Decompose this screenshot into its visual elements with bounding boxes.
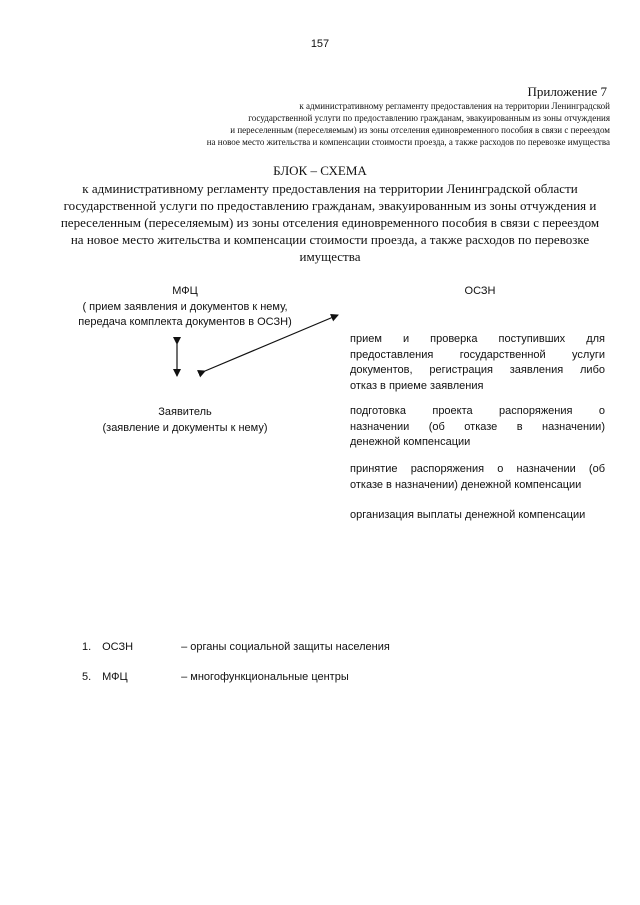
mfc-description-line: ( прием заявления и документов к нему,	[82, 300, 288, 313]
block-subtitle-line: имущества	[299, 249, 361, 264]
appendix-line: на новое место жительства и компенсации стоимости проезда, а также расходов по перевозке имущества	[206, 137, 610, 147]
block-subtitle-line: на новое место жительства и компенсации стоимости проезда, а также расходов по перевозке	[70, 232, 590, 247]
block-subtitle-line: к административному регламенту предоставления на территории Ленинградской области	[82, 181, 578, 196]
mfc-title: МФЦ	[172, 285, 198, 297]
oszn-step-line: назначении (об отказе в назначении)	[350, 420, 605, 433]
oszn-step-line: прием и проверка поступивших для	[350, 333, 605, 345]
oszn-step-line: организация выплаты денежной компенсации	[350, 509, 586, 521]
oszn-step-line: отказ в приеме заявления	[350, 379, 484, 392]
appendix-line: к административному регламенту предоставления на территории Ленинградской	[299, 101, 610, 111]
legend-abbreviation: ОСЗН	[102, 641, 134, 653]
oszn-step-line: отказе в назначении) денежной компенсации	[350, 478, 582, 491]
block-subtitle-line: государственной услуги по предоставлению гражданам, эвакуированным из зоны отчуждения и	[63, 198, 597, 213]
oszn-title: ОСЗН	[464, 285, 496, 297]
oszn-step-line: принятие распоряжения о назначении (об	[350, 463, 605, 475]
appendix-line: и переселенным (переселяемым) из зоны отселения единовременного пособия в связи с переездом	[230, 125, 610, 135]
oszn-step-line: предоставления государственной услуги	[350, 348, 605, 361]
legend-number: 5.	[82, 671, 92, 683]
legend-description: – органы социальной защиты населения	[181, 641, 390, 653]
legend-description: – многофункциональные центры	[181, 671, 349, 683]
legend-item	[82, 641, 390, 653]
applicant-title: Заявитель	[158, 406, 212, 418]
legend-number: 1.	[82, 641, 92, 653]
oszn-step-line: денежной компенсации	[350, 436, 471, 448]
appendix-line: государственной услуги по предоставлению гражданам, эвакуированным из зоны отчуждения	[248, 113, 610, 123]
block-title: БЛОК – СХЕМА	[273, 163, 367, 178]
mfc-oszn-arrow	[205, 315, 338, 371]
appendix-title: Приложение 7	[527, 84, 607, 99]
applicant-description: (заявление и документы к нему)	[102, 421, 268, 434]
page-number: 157	[310, 38, 330, 50]
legend-item	[82, 671, 349, 683]
mfc-description-line: передача комплекта документов в ОСЗН)	[78, 316, 292, 328]
oszn-step-line: документов, регистрация заявления либо	[350, 364, 605, 376]
legend-abbreviation: МФЦ	[102, 671, 128, 683]
oszn-step-line: подготовка проекта распоряжения о	[350, 405, 605, 417]
block-subtitle-line: переселенным (переселяемым) из зоны отселения единовременного пособия в связи с переездом	[60, 215, 600, 230]
